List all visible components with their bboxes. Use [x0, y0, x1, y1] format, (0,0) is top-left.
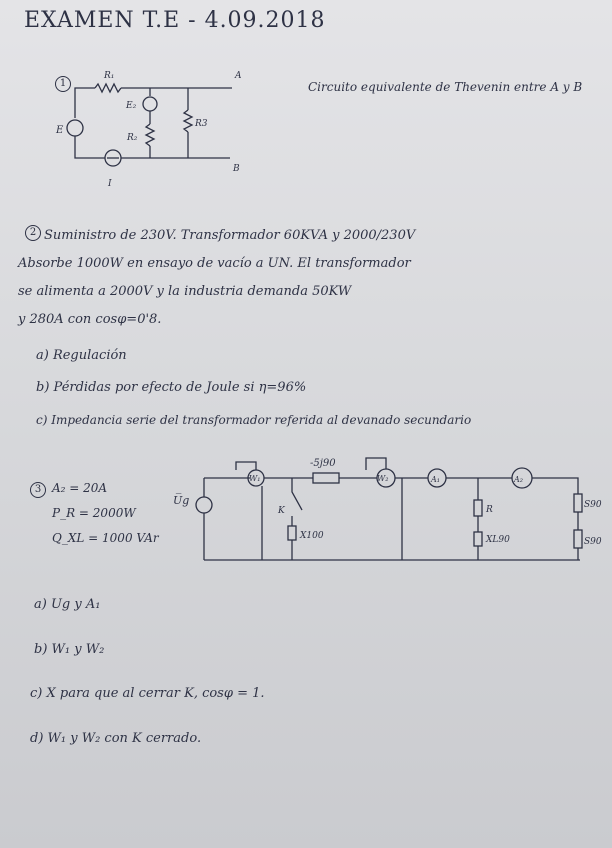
problem-3-number: 3 [30, 482, 46, 498]
problem-1-statement: Circuito equivalente de Thevenin entre A y B [308, 80, 583, 94]
ug-label: U̅g [173, 494, 190, 507]
problem-3-question-d: d) W₁ y W₂ con K cerrado. [30, 731, 202, 746]
s2-label: S90 [584, 537, 602, 547]
s1-label: S90 [584, 500, 602, 510]
a2-label: A₂ [514, 475, 523, 484]
r2-label: R₂ [127, 133, 138, 143]
problem-2-line: Absorbe 1000W en ensayo de vacío a UN. El transformador [18, 256, 411, 271]
r3-label: R3 [195, 119, 208, 129]
xl-label: XL90 [486, 535, 510, 545]
terminal-b-label: B [233, 164, 240, 174]
problem-2-number: 2 [25, 225, 41, 241]
exam-title: EXAMEN T.E - 4.09.2018 [24, 8, 326, 33]
problem-3-question-c: c) X para que al cerrar K, cosφ = 1. [30, 686, 265, 701]
series-impedance-label: -5j90 [310, 458, 336, 469]
e2-label: E₂ [126, 101, 137, 111]
problem-2-line: se alimenta a 2000V y la industria demanda 50KW [18, 284, 352, 299]
e-label: E [56, 125, 64, 136]
terminal-a-label: A [235, 71, 242, 81]
r-label: R [486, 505, 493, 515]
current-source-label: I [108, 179, 112, 189]
problem-2-question-c: c) Impedancia serie del transformador referida al devanado secundario [36, 413, 472, 427]
problem-3-question-b: b) W₁ y W₂ [34, 642, 105, 657]
w2-label: W₂ [377, 474, 389, 483]
x-label: X100 [300, 531, 324, 541]
a1-label: A₁ [431, 475, 440, 484]
problem-2-line: y 280A con cosφ=0'8. [18, 312, 162, 327]
w1-label: W₁ [249, 474, 261, 483]
problem-2-question-a: a) Regulación [36, 348, 127, 363]
problem-3-question-a: a) Ug y A₁ [34, 597, 101, 612]
problem-2-question-b: b) Pérdidas por efecto de Joule si η=96% [36, 380, 307, 395]
problem-2-line: Suministro de 230V. Transformador 60KVA y 2000/230V [44, 228, 416, 243]
r1-label: R₁ [104, 71, 115, 81]
problem-1-number: 1 [55, 76, 71, 92]
given-qxl: Q_XL = 1000 VAr [52, 531, 159, 545]
given-pr: P_R = 2000W [52, 506, 136, 520]
given-a2: A₂ = 20A [52, 481, 108, 495]
k-switch-label: K [278, 506, 285, 516]
